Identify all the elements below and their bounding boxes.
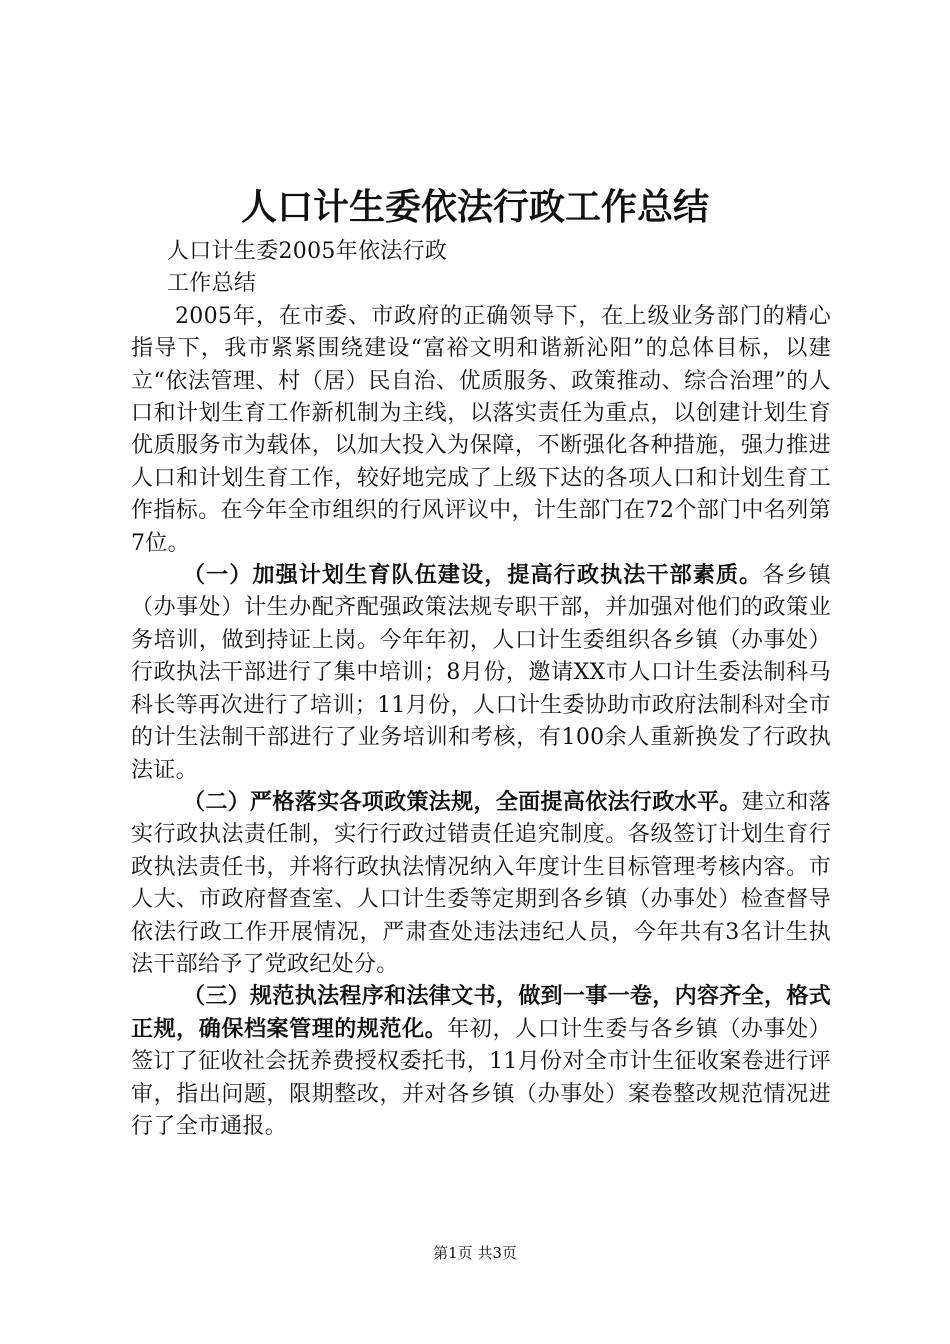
section-3-heading: （三）规范执法程序和法律文书，做到一事一卷，内容齐全，格式正规，确保档案管理的规范化。: [131, 984, 831, 1042]
section-2-heading: （二）严格落实各项政策法规，全面提高依法行政水平。: [183, 789, 742, 815]
page-footer: 第1页 共3页: [433, 1244, 517, 1262]
section-3-text: 年初，人口计生委与各乡镇（办事处）签订了征收社会抚养费授权委托书，11月份对全市计生征收案卷进行评审，指出问题，限期整改，并对各乡镇（办事处）案卷整改规范情况进行了全市通报。: [131, 1016, 832, 1139]
section-1-paragraph: [131, 560, 831, 787]
section-3-paragraph: [131, 981, 831, 1143]
section-2-text: 建立和落实行政执法责任制，实行行政过错责任追究制度。各级签订计划生育行政执法责任书，并将行政执法情况纳入年度计生目标管理考核内容。市人大、市政府督查室、人口计生委等定期到各乡镇（办事处）检查督导依法行政工作开展情况，严肃查处违法违纪人员，今年共有3名计生执法干部给予了党政纪处分。: [131, 789, 831, 977]
section-2-paragraph: [131, 787, 831, 981]
subtitle-line-1: 人口计生委2005年依法行政: [167, 239, 448, 264]
document-title: 人口计生委依法行政工作总结: [240, 187, 709, 228]
subtitle-line-2: 工作总结: [167, 271, 257, 297]
intro-paragraph: 2005年，在市委、市政府的正确领导下，在上级业务部门的精心指导下，我市紧紧围绕建设“富裕文明和谐新沁阳”的总体目标，以建立“依法管理、村（居）民自治、优质服务、政策推动、综合治理”的人口和计划生育工作新机制为主线，以落实责任为重点，以创建计划生育优质服务市为载体，以加大投入为保障，不断强化各种措施，强力推进人口和计划生育工作，较好地完成了上级下达的各项人口和计划生育工作指标。在今年全市组织的行风评议中，计生部门在72个部门中名列第7位。: [131, 303, 831, 556]
section-1-text: 各乡镇（办事处）计生办配齐配强政策法规专职干部，并加强对他们的政策业务培训，做到持证上岗。今年年初，人口计生委组织各乡镇（办事处）行政执法干部进行了集中培训；8月份，邀请XX市人口计生委法制科马科长等再次进行了培训；11月份，人口计生委协助市政府法制科对全市的计生法制干部进行了业务培训和考核，有100余人重新换发了行政执法证。: [131, 563, 831, 783]
section-1-heading: （一）加强计划生育队伍建设，提高行政执法干部素质。: [183, 563, 763, 589]
document-body: [131, 236, 831, 1143]
